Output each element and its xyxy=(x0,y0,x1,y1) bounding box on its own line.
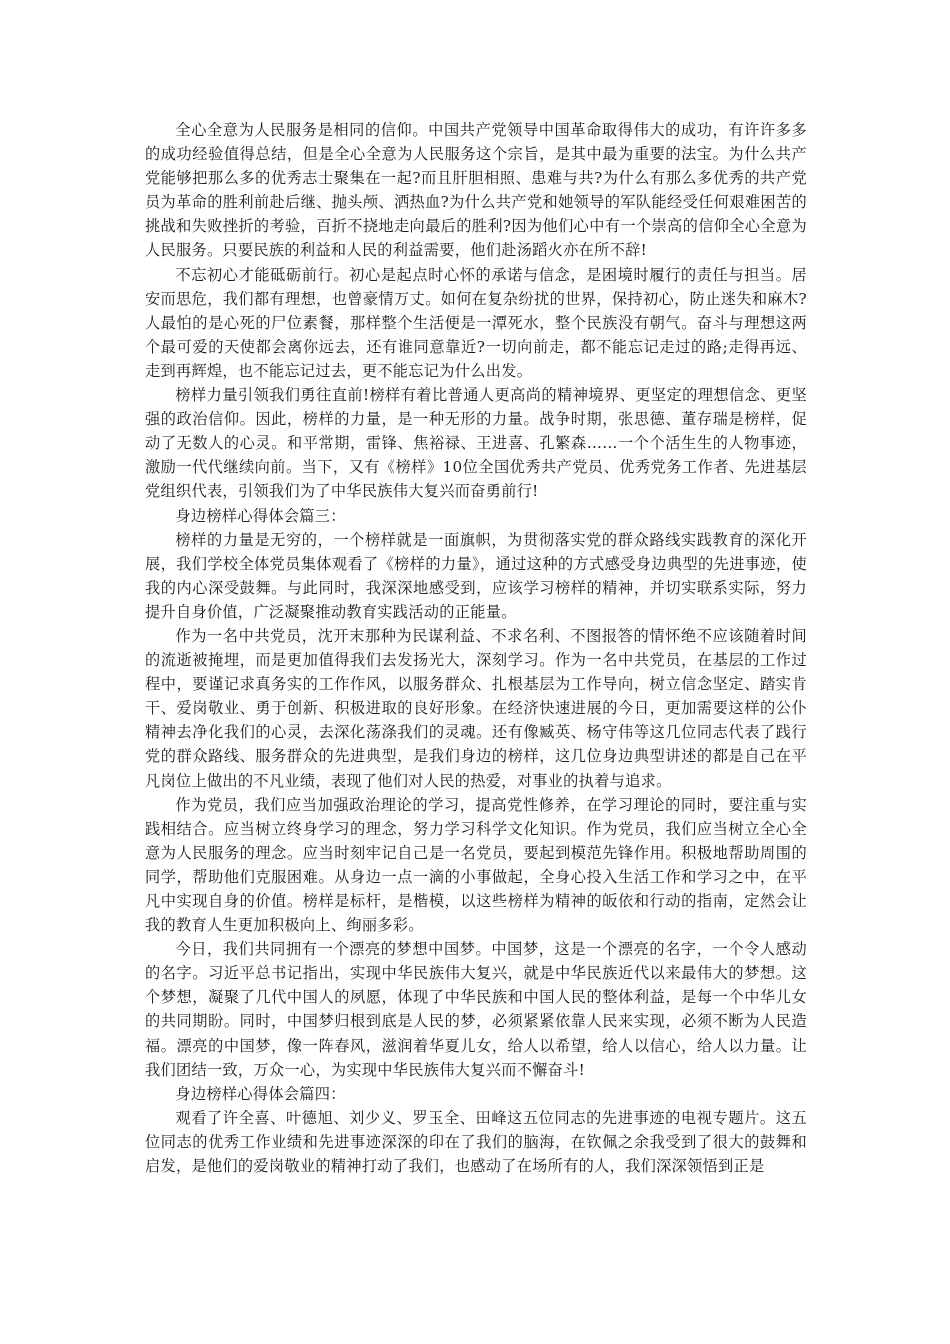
section-heading-part-three: 身边榜样心得体会篇三： xyxy=(175,506,346,525)
paragraph-endless-power: 榜样的力量是无穷的，一个榜样就是一面旗帜，为贯彻落实党的群众路线实践教育的深化开展，我们学校全体党员集体观看了《榜样的力量》，通过这种的方式感受身边典型的先进事迹，使我的内心深受鼓舞。与此同时，我深深地感受到，应该学习榜样的精神，并切实联系实际，努力提升自身价值，广泛凝聚推动教育实践活动的正能量。 xyxy=(145,530,807,621)
paragraph-five-comrades: 观看了许全喜、叶德旭、刘少义、罗玉全、田峰这五位同志的先进事迹的电视专题片。这五位同志的优秀工作业绩和先进事迹深深的印在了我们的脑海，在钦佩之余我受到了很大的鼓舞和启发，是他们的爱岗敬业的精神打动了我们，也感动了在场所有的人，我们深深领悟到正是 xyxy=(145,1108,807,1176)
paragraph-original-aspiration: 不忘初心才能砥砺前行。初心是起点时心怀的承诺与信念，是困境时履行的责任与担当。居安而思危，我们都有理想，也曾豪情万丈。如何在复杂纷扰的世界，保持初心，防止迷失和麻木?人最怕的是心死的尸位素餐，那样整个生活便是一潭死水，整个民族没有朝气。奋斗与理想这两个最可爱的天使都会离你远去，还有谁同意靠近?一切向前走，都不能忘记走过的路;走得再远、走到再辉煌，也不能忘记过去，更不能忘记为什么出发。 xyxy=(145,265,807,380)
paragraph-party-member-duty: 作为一名中共党员，沈开末那种为民谋利益、不求名利、不图报答的情怀绝不应该随着时间的流逝被掩埋，而是更加值得我们去发扬光大，深刻学习。作为一名中共党员，在基层的工作过程中，要谨记求真务实的工作作风，以服务群众、扎根基层为工作导向，树立信念坚定、踏实肯干、爱岗敬业、勇于创新、积极进取的良好形象。在经济快速进展的今日，更加需要这样的公仆精神去净化我们的心灵，去深化荡涤我们的灵魂。还有像臧英、杨守伟等这几位同志代表了践行党的群众路线、服务群众的先进典型，是我们身边的榜样，这几位身边典型讲述的都是自己在平凡岗位上做出的不凡业绩，表现了他们对人民的热爱，对事业的执着与追求。 xyxy=(145,626,807,790)
paragraph-political-study: 作为党员，我们应当加强政治理论的学习，提高党性修养，在学习理论的同时，要注重与实践相结合。应当树立终身学习的理念，努力学习科学文化知识。作为党员，我们应当树立全心全意为人民服务的理念。应当时刻牢记自己是一名党员，要起到模范先锋作用。积极地帮助周围的同学，帮助他们克服困难。从身边一点一滴的小事做起，全身心投入生活工作和学习之中，在平凡中实现自身的价值。榜样是标杆，是楷模，以这些榜样为精神的皈依和行动的指南，定然会让我的教育人生更加积极向上、绚丽多彩。 xyxy=(145,795,807,935)
section-heading-part-four: 身边榜样心得体会篇四： xyxy=(175,1084,346,1103)
paragraph-china-dream: 今日，我们共同拥有一个漂亮的梦想中国梦。中国梦，这是一个漂亮的名字，一个令人感动的名字。习近平总书记指出，实现中华民族伟大复兴，就是中华民族近代以来最伟大的梦想。这个梦想，凝聚了几代中国人的夙愿，体现了中华民族和中国人民的整体利益，是每一个中华儿女的共同期盼。同时，中国梦归根到底是人民的梦，必须紧紧依靠人民来实现，必须不断为人民造福。漂亮的中国梦，像一阵春风，滋润着华夏儿女，给人以希望，给人以信心，给人以力量。让我们团结一致，万众一心，为实现中华民族伟大复兴而不懈奋斗! xyxy=(145,940,807,1079)
paragraph-faith: 全心全意为人民服务是相同的信仰。中国共产党领导中国革命取得伟大的成功，有许许多多的成功经验值得总结，但是全心全意为人民服务这个宗旨，是其中最为重要的法宝。为什么共产党能够把那么多的优秀志士聚集在一起?而且肝胆相照、患难与共?为什么有那么多优秀的共产党员为革命的胜利前赴后继、抛头颅、洒热血?为什么共产党和她领导的军队能经受任何艰难困苦的挑战和失败挫折的考验，百折不挠地走向最后的胜利?因为他们心中有一个崇高的信仰全心全意为人民服务。只要民族的利益和人民的利益需要，他们赴汤蹈火亦在所不辞! xyxy=(145,121,807,260)
document-body xyxy=(145,118,807,1178)
paragraph-role-model-power: 榜样力量引领我们勇往直前!榜样有着比普通人更高尚的精神境界、更坚定的理想信念、更坚强的政治信仰。因此，榜样的力量，是一种无形的力量。战争时期，张思德、董存瑞是榜样，促动了无数人的心灵。和平常期，雷锋、焦裕禄、王进喜、孔繁森……一个个活生生的人物事迹，激励一代代继续向前。当下，又有《榜样》10位全国优秀共产党员、优秀党务工作者、先进基层党组织代表，引领我们为了中华民族伟大复兴而奋勇前行! xyxy=(145,386,807,501)
